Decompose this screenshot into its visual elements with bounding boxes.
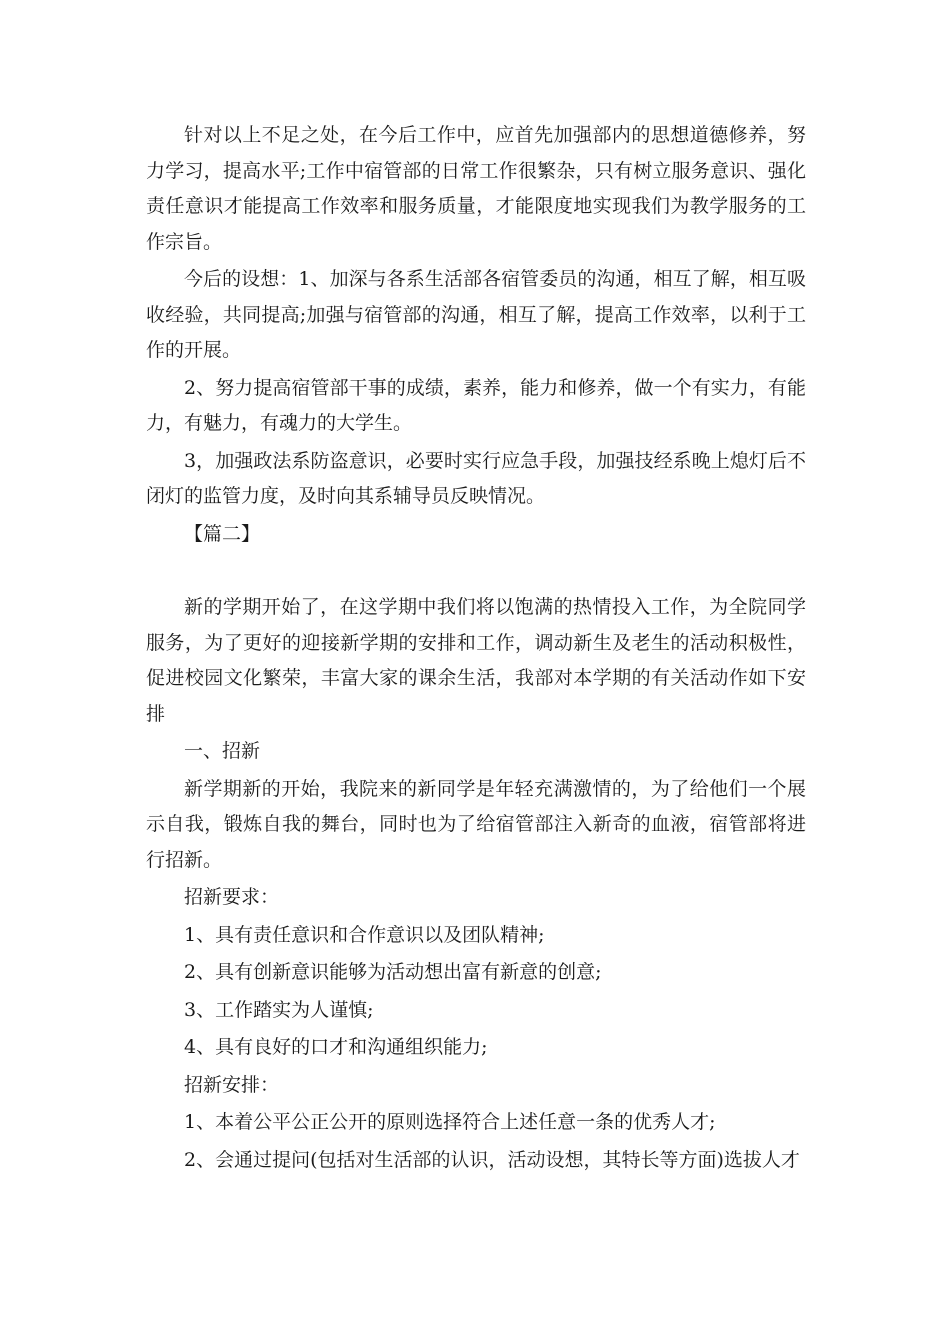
list-item-requirement-3: 3、工作踏实为人谨慎;: [184, 998, 374, 1021]
heading-recruitment: 一、招新: [184, 740, 261, 762]
list-item-requirement-1: 1、具有责任意识和合作意识以及团队精神;: [184, 923, 545, 946]
paragraph-new-semester: 新的学期开始了，在这学期中我们将以饱满的热情投入工作，为全院同学服务，为了更好的迎接新学期的安排和工作，调动新生及老生的活动积极性，促进校园文化繁荣，丰富大家的课余生活，我部对本学期的有关活动作如下安排: [146, 596, 806, 725]
list-item-requirement-2: 2、具有创新意识能够为活动想出富有新意的创意;: [184, 961, 602, 983]
paragraph-future-plan-2: 2、努力提高宿管部干事的成绩，素养，能力和修养，做一个有实力，有能力，有魅力，有魂力的大学生。: [146, 376, 806, 434]
document-body: [146, 118, 806, 1180]
section-heading-part-two: 【篇二】: [184, 522, 261, 545]
paragraph-future-plan-3: 3，加强政法系防盗意识，必要时实行应急手段，加强技经系晚上熄灯后不闭灯的监管力度，及时向其系辅导员反映情况。: [146, 449, 806, 507]
heading-recruitment-requirements: 招新要求：: [184, 886, 280, 908]
list-item-requirement-4: 4、具有良好的口才和沟通组织能力;: [184, 1036, 488, 1058]
list-item-arrangement-2: 2、会通过提问(包括对生活部的认识，活动设想，其特长等方面)选拔人才: [184, 1148, 800, 1171]
paragraph-recruitment-intro: 新学期新的开始，我院来的新同学是年轻充满激情的，为了给他们一个展示自我，锻炼自我的舞台，同时也为了给宿管部注入新奇的血液，宿管部将进行招新。: [146, 777, 806, 871]
heading-recruitment-arrangement: 招新安排：: [184, 1073, 280, 1096]
list-item-arrangement-1: 1、本着公平公正公开的原则选择符合上述任意一条的优秀人才;: [184, 1111, 716, 1133]
paragraph-shortcomings: 针对以上不足之处，在今后工作中，应首先加强部内的思想道德修养，努力学习，提高水平;工作中宿管部的日常工作很繁杂，只有树立服务意识、强化责任意识才能提高工作效率和服务质量，才能限度地实现我们为教学服务的工作宗旨。: [146, 124, 806, 253]
paragraph-future-plan-1: 今后的设想：1、加深与各系生活部各宿管委员的沟通，相互了解，相互吸收经验，共同提高;加强与宿管部的沟通，相互了解，提高工作效率，以利于工作的开展。: [146, 268, 806, 361]
